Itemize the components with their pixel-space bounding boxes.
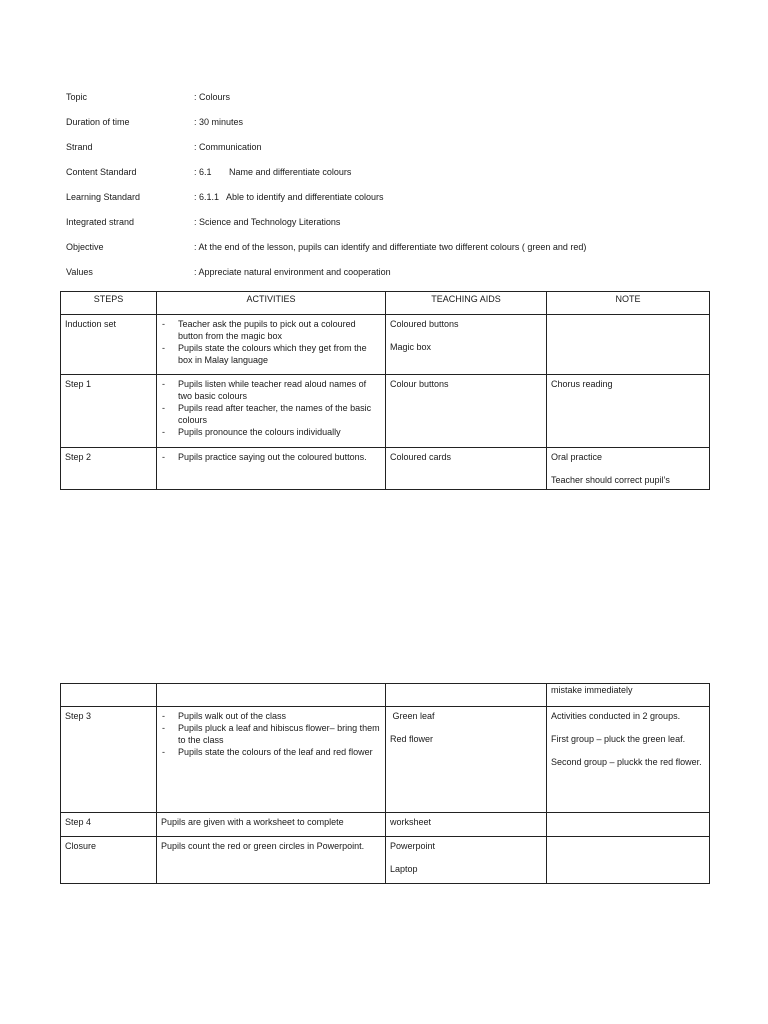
aid-item: Colour buttons — [390, 379, 449, 389]
aid-item: Laptop — [390, 864, 418, 874]
aids-cell — [386, 315, 547, 375]
header-label: Values — [66, 267, 93, 277]
aids-cell — [386, 837, 547, 884]
note-cell — [547, 684, 710, 707]
header-row — [66, 166, 706, 191]
aid-item: Powerpoint — [390, 841, 436, 851]
note-cell — [547, 448, 710, 490]
note-item: mistake immediately — [551, 685, 633, 695]
step-cell: Closure — [61, 837, 157, 884]
activity-item: - Pupils state the colours which they get from the box in Malay language — [161, 342, 381, 366]
table-row — [61, 813, 710, 837]
table-row — [61, 448, 710, 490]
header-value: : 30 minutes — [194, 117, 244, 127]
aids-cell — [386, 375, 547, 448]
step-cell: Step 2 — [61, 448, 157, 490]
note-cell — [547, 315, 710, 375]
lesson-plan-table — [60, 291, 710, 490]
note-item: Teacher should correct pupil’s — [551, 475, 670, 485]
aids-cell — [386, 684, 547, 707]
header-value: : Colours — [194, 92, 231, 102]
step-cell: Step 1 — [61, 375, 157, 448]
step-cell: Step 3 — [61, 707, 157, 813]
step-cell — [61, 684, 157, 707]
activity-item: - Pupils pronounce the colours individually — [161, 426, 381, 438]
header-value: : Science and Technology Literations — [194, 217, 341, 227]
column-header: TEACHING AIDS — [386, 292, 547, 315]
table-header-row — [61, 292, 710, 315]
note-cell — [547, 813, 710, 837]
activity-item: - Teacher ask the pupils to pick out a coloured button from the magic box — [161, 318, 381, 342]
header-row — [66, 116, 706, 141]
header-value: : At the end of the lesson, pupils can identify and differentiate two different colours ( green and red) — [194, 242, 587, 252]
step-cell: Step 4 — [61, 813, 157, 837]
header-row — [66, 266, 706, 291]
header-label: Strand — [66, 142, 93, 152]
lesson-header — [66, 91, 706, 291]
header-row — [66, 241, 706, 266]
header-label: Topic — [66, 92, 88, 102]
header-label: Integrated strand — [66, 217, 135, 227]
aid-item: Green leaf — [390, 711, 435, 721]
activities-cell: Pupils are given with a worksheet to complete — [157, 813, 386, 837]
note-item: Chorus reading — [551, 379, 613, 389]
header-label: Objective — [66, 242, 104, 252]
aids-cell — [386, 707, 547, 813]
header-value: : 6.1.1 Able to identify and differentiate colours — [194, 192, 384, 202]
activities-cell — [157, 375, 386, 448]
activity-item: - Pupils practice saying out the coloured buttons. — [161, 451, 381, 463]
aid-item: worksheet — [390, 817, 432, 827]
aids-cell — [386, 813, 547, 837]
header-value: : Communication — [194, 142, 262, 152]
aid-item: Coloured cards — [390, 452, 452, 462]
table-row — [61, 375, 710, 448]
aid-item: Coloured buttons — [390, 319, 459, 329]
header-row — [66, 91, 706, 116]
aid-item: Red flower — [390, 734, 434, 744]
table-row — [61, 837, 710, 884]
note-item: Oral practice — [551, 452, 603, 462]
activities-cell — [157, 684, 386, 707]
header-row — [66, 141, 706, 166]
table-row — [61, 315, 710, 375]
activity-item: - Pupils walk out of the class — [161, 710, 381, 722]
activity-item: - Pupils state the colours of the leaf and red flower — [161, 746, 381, 758]
table-row — [61, 684, 710, 707]
header-value: : 6.1 Name and differentiate colours — [194, 167, 352, 177]
table-row — [61, 707, 710, 813]
note-item: Activities conducted in 2 groups. — [551, 711, 681, 721]
note-cell — [547, 837, 710, 884]
activities-cell: Pupils count the red or green circles in Powerpoint. — [157, 837, 386, 884]
aid-item: Magic box — [390, 342, 432, 352]
note-item: Second group – pluckk the red flower. — [551, 757, 702, 767]
header-label: Content Standard — [66, 167, 137, 177]
header-label: Learning Standard — [66, 192, 141, 202]
activity-item: - Pupils pluck a leaf and hibiscus flower– bring them to the class — [161, 722, 381, 746]
activities-cell — [157, 315, 386, 375]
aids-cell — [386, 448, 547, 490]
lesson-plan-table-continued — [60, 683, 710, 884]
header-row — [66, 191, 706, 216]
column-header: STEPS — [61, 292, 157, 315]
activity-item: - Pupils read after teacher, the names of the basic colours — [161, 402, 381, 426]
note-item: First group – pluck the green leaf. — [551, 734, 686, 744]
column-header: NOTE — [547, 292, 710, 315]
header-row — [66, 216, 706, 241]
activity-item: - Pupils listen while teacher read aloud names of two basic colours — [161, 378, 381, 402]
column-header: ACTIVITIES — [157, 292, 386, 315]
step-cell: Induction set — [61, 315, 157, 375]
note-cell — [547, 707, 710, 813]
header-label: Duration of time — [66, 117, 130, 127]
activities-cell — [157, 707, 386, 813]
activities-cell — [157, 448, 386, 490]
note-cell — [547, 375, 710, 448]
header-value: : Appreciate natural environment and cooperation — [194, 267, 391, 277]
